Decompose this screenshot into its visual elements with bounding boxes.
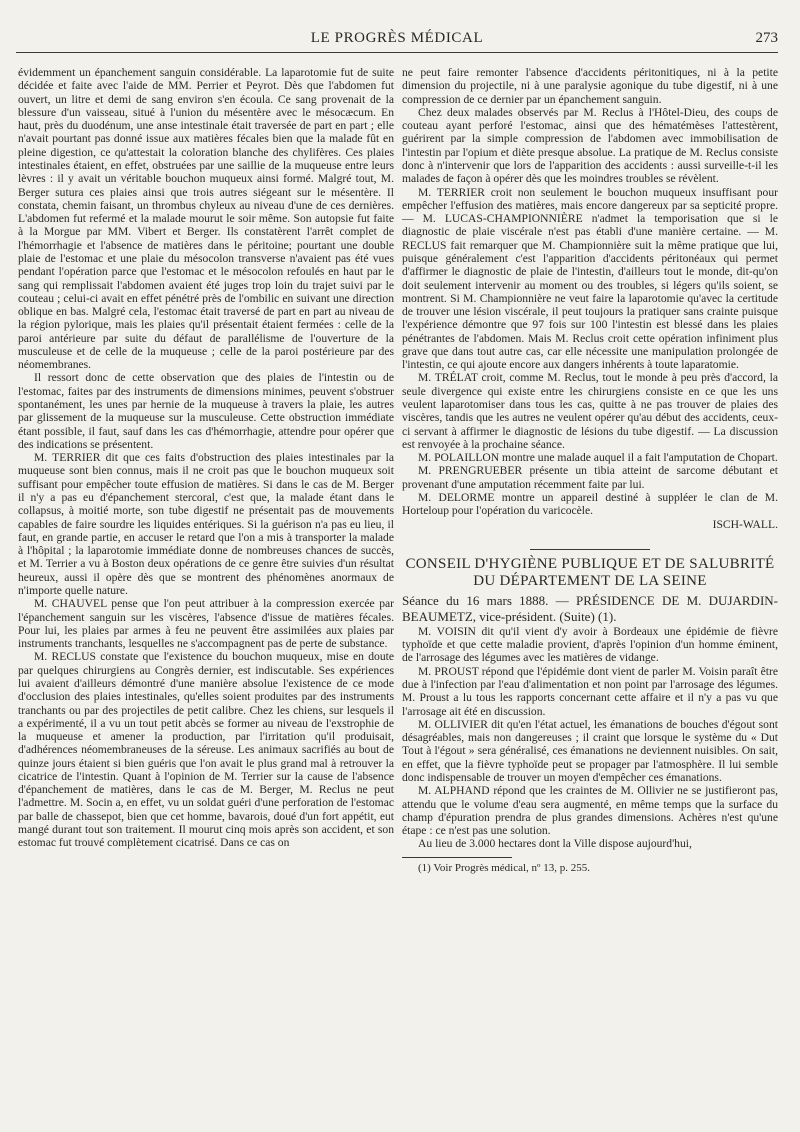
paragraph: M. PROUST répond que l'épidémie dont vient de parler M. Voisin paraît être due à l'infection par l'eau d'alimentation et non point par l'arrosage des légumes. M. Proust a lu tous les rapports concernant cette affaire et il n'y a pas vu que l'arrosage ait été en discussion. (402, 664, 778, 718)
session-heading: Séance du 16 mars 1888. — PRÉSIDENCE DE M. DUJARDIN-BEAUMETZ, vice-président. (Suite) (1). (402, 592, 778, 624)
footnote: (1) Voir Progrès médical, nº 13, p. 255. (418, 861, 590, 874)
paragraph: M. TRÉLAT croit, comme M. Reclus, tout le monde à peu près d'accord, la seule divergence qui existe entre les chirurgiens consiste en ce que les uns veulent laparotomiser dans tous les cas, quitte à ne pas trouver de plaies des viscères, tandis que les autres ne veulent opérer qu'au début des accidents, ceux-ci servant à affirmer le diagnostic de lésions du tube digestif. — La discussion est renvoyée à la prochaine séance. (402, 371, 778, 451)
page-header (16, 30, 778, 53)
paragraph: Au lieu de 3.000 hectares dont la Ville dispose aujourd'hui, (418, 837, 692, 851)
paragraph: Chez deux malades observés par M. Reclus à l'Hôtel-Dieu, des coups de couteau ayant perforé l'estomac, ainsi que des hématémèses l'attestèrent, guérirent par la simple compression de l'abdomen avec immobilisation de l'intestin par l'opium et diète presque absolue. La pratique de M. Reclus consiste donc à n'intervenir que lors de l'apparition des accidents : aussi surveille-t-il les malades de façon à opérer dès que les moindres troubles se révèlent. (402, 105, 778, 186)
paragraph: M. POLAILLON montre une malade auquel il a fait l'amputation de Chopart. (418, 451, 778, 465)
page-number: 273 (755, 30, 778, 46)
author-signature: ISCH-WALL. (712, 517, 778, 531)
paragraph: M. PRENGRUEBER présente un tibia atteint de sarcome débutant et provenant d'une amputation récemment faite par lui. (402, 464, 778, 491)
paragraph: M. ALPHAND répond que les craintes de M. Ollivier ne se justifieront pas, attendu que le volume d'eau sera augmenté, en même temps que la surface du champ d'épuration prendra de plus grandes dimensions. Achères n'est qu'une étape : ce n'est pas une solution. (402, 784, 778, 838)
paragraph: M. DELORME montre un appareil destiné à suppléer le clan de M. Horteloup pour l'opération du varicocèle. (402, 491, 778, 518)
section-divider (530, 549, 650, 550)
paragraph: M. CHAUVEL pense que l'on peut attribuer à la compression exercée par l'épanchement sanguin sur les viscères, l'absence d'issue de matières fécales. Pour lui, les plaies par armes à feu ne peuvent être assimilées aux plaies par instruments tranchants, lesquelles ne s'accompagnent pas de perte de substance. (18, 597, 394, 651)
paragraph: M. RECLUS constate que l'existence du bouchon muqueux, mise en doute par quelques chirurgiens au Congrès dernier, est indiscutable. Ses expériences lui avaient d'ailleurs démontré d'une manière absolue l'existence de ce mode d'occlusion des plaies intestinales, qu'elles soient produites par des instruments tranchants ou par des projectiles de petit calibre. Chez les chiens, sur lesquels il a expérimenté, il a vu un tout petit abcès se former au niveau de l'exstrophie de la muqueuse et amener la production, par l'irritation qu'il produisait, d'adhérences néomembraneuses de la séreuse. Les animaux sacrifiés au bout de quinze jours étaient si bien guéris que l'on avait le plus grand mal à retrouver la cicatrice de l'intestin. Quant à l'opinion de M. Terrier sur la cause de l'absence d'épanchement de matières, dans le cas de M. Berger, M. Reclus ne peut l'admettre. M. Socin a, en effet, vu un soldat guéri d'une perforation de l'estomac par balle de chassepot, bien que cet homme, bavarois, doué d'un fort appétit, eut mangé durant tout son traitement. Il mourut cinq mois après son accident, et son estomac fut trouvé complètement cicatrisé. Dans ce cas on (18, 650, 394, 850)
paragraph: Il ressort donc de cette observation que des plaies de l'intestin ou de l'estomac, faites par des instruments de dimensions minimes, peuvent s'obstruer spontanément, les unes par hernie de la muqueuse à travers la plaie, les autres par glissement de la muqueuse sur la musculeuse. Cette obstruction immédiate étant possible, il faut, sauf dans les cas d'hémorrhagie, attendre pour opérer que des indications se présentent. (18, 371, 394, 451)
section-title-line: CONSEIL D'HYGIÈNE PUBLIQUE ET DE SALUBRITÉ (405, 555, 775, 572)
paragraph: M. VOISIN dit qu'il vient d'y avoir à Bordeaux une épidémie de fièvre typhoïde et que cette maladie provient, d'après l'opinion d'un homme éminent, de l'arrosage des légumes avec les matières de vidange. (402, 624, 778, 665)
paragraph: M. TERRIER croit non seulement le bouchon muqueux insuffisant pour empêcher l'effusion des matières, mais encore dangereux par sa septicité propre. — M. LUCAS-CHAMPIONNIÈRE n'admet la temporisation que si le diagnostic de plaie viscérale n'est pas établi d'une manière certaine. — M. RECLUS fait remarquer que M. Championnière suit la même pratique que lui, puisque généralement c'est l'apparition d'accidents péritonéaux qui permet d'affirmer le diagnostic de plaie de l'intestin, d'ailleurs tout le monde, dit-qu'on doit seulement intervenir au moment ou des troubles, si légers qu'ils soient, se montrent. Si M. Championnière ne veut faire la laparotomie qu'avec la certitude de trouver une lésion viscérale, il peut toujours la pratiquer sans crainte puisque l'expérience démontre que 97 fois sur 100 l'intestin est blessé dans les plaies pénétrantes de l'abdomen. Mais M. Reclus croit cette opération infiniment plus grave que dans tout autre cas, car elle nécessite une manipulation prolongée de l'intestin, ce qui ajoute encore aux dangers inhérents à toute laparatomie. (402, 185, 778, 372)
footnote-divider (402, 857, 512, 858)
right-column (402, 66, 778, 875)
section-title-line: DU DÉPARTEMENT DE LA SEINE (473, 572, 707, 589)
paragraph: évidemment un épanchement sanguin considérable. La laparotomie fut de suite décidée et faite avec l'aide de MM. Perrier et Peyrot. Dès que l'abdomen fut ouvert, un litre et demi de sang environ s'en écoula. Ce sang provenait de la blessure d'un vaisseau, situé à l'union du mésentère avec le mésocæcum. En haut, près du duodénum, une anse intestinale était traversée de part en part ; elle n'avait pourtant pas donné issue aux matières fécales bien que la malade fût en pleine digestion, ce qu'attestait la coloration blanche des chylifères. Ces plaies intestinales étaient, en effet, obstruées par une saillie de la muqueuse entre leurs lèvres : il y avait un véritable bouchon muqueux ainsi formé. Malgré tout, M. Berger sutura ces plaies ainsi que trois autres siégeant sur le mésentère. Il constata, chemin faisant, un thrombus chyleux au niveau d'une de ces dernières. L'abdomen fut refermé et la malade mourut le soir même. Son autopsie fut faite à la Morgue par MM. Vibert et Berger. Ils constatèrent l'arrêt complet de l'hémorrhagie et l'absence de matières dans le péritoine; pourtant une double plaie de l'estomac et une plaie du mésocolon transverse n'avaient pas été vues pendant l'opération parce que l'estomac et le mésocolon refoulés en haut par le sang qui remplissait l'abdomen avaient été juges trop loin du trajet suivi par le couteau ; celui-ci avait en effet pénétré près de l'ombilic en suivant une direction oblique en bas. Malgré cela, l'estomac était traversé de part en part au niveau de la région pylorique, mais les plaies qu'il présentait étaient fermées : celle de la paroi antérieure par suite du défaut de parallélisme de l'ouverture de la musculeuse et de celle de la muqueuse ; celle de la paroi postérieure par des néomembranes. (18, 66, 394, 372)
running-title: LE PROGRÈS MÉDICAL (310, 30, 484, 46)
paragraph: ne peut faire remonter l'absence d'accidents péritonitiques, ni à la petite dimension du projectile, ni à une paralysie agonique du tube digestif, ni à une compression de ce dernier par un épanchement sanguin. (402, 66, 778, 106)
paragraph: M. TERRIER dit que ces faits d'obstruction des plaies intestinales par la muqueuse sont bien connus, mais il ne croit pas que le bouchon muqueux soit suffisant pour empêcher toute effusion de matières. Si dans le cas de M. Berger il n'y a pas eu d'épanchement stercoral, c'est que, la malade étant dans le collapsus, à moitié morte, son tube digestif ne présentait pas de mouvements capables de faire sourdre les liquides entériques. Si la guérison n'a pas eu lieu, il faut, en grande partie, en accuser le retard que l'on a mis à transporter la malade à l'hôpital ; la laparotomie immédiate donne de nombreuses chances de succès, et M. Terrier a vu à Boston deux opérations de ce genre être suivies d'un résultat heureux, aussi il opère dès que se montrent des phénomènes anormaux de n'importe quelle nature. (18, 451, 394, 597)
section-title (402, 556, 778, 590)
paragraph: M. OLLIVIER dit qu'en l'état actuel, les émanations de bouches d'égout sont désagréables, mais non dangereuses ; il craint que lorsque le système du « Dut Tout à l'égout » sera généralisé, ces émanations ne deviennent nuisibles. On sait, en effet, que la fièvre typhoïde peut se propager par l'atmosphère. Il lui semble donc indispensable de trouver un moyen d'empêcher ces émanations. (402, 717, 778, 784)
left-column (18, 66, 394, 850)
